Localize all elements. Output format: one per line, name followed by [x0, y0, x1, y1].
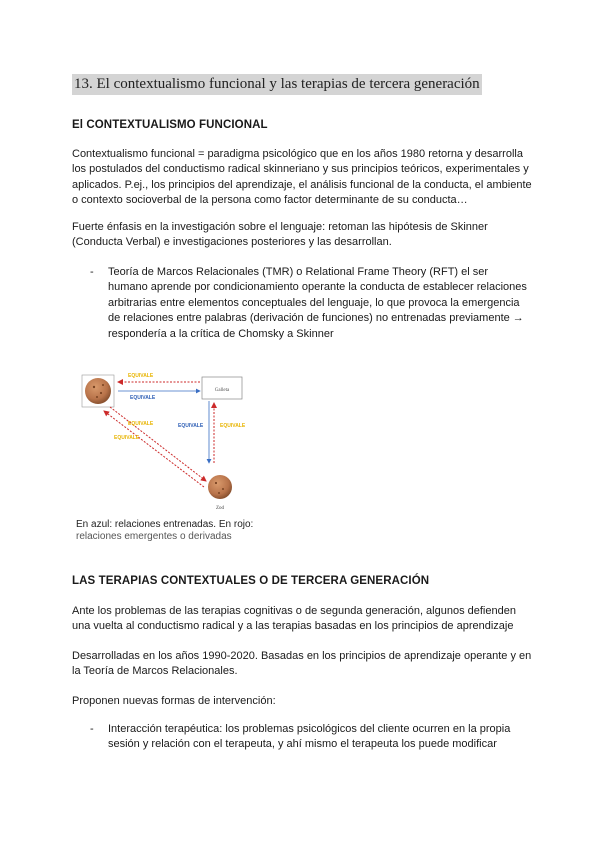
equivale-label-5: EQUIVALE: [128, 421, 154, 427]
bullet-text: Teoría de Marcos Relacionales (TMR) o Relational Frame Theory (RFT) el ser humano aprende por condicionamiento operante la conducta de establecer relaciones arbitrarias entre elementos conceptuales del lenguaje, lo que provoca la emergencia de relaciones entre palabras (derivación de funciones) no entrenadas previamente → respondería a la crítica de Chomsky a Skinner: [108, 266, 527, 340]
lower-word-text: Zod: [215, 506, 225, 511]
equivale-label-2: EQUIVALE: [130, 395, 156, 401]
section1-heading: El CONTEXTUALISMO FUNCIONAL: [72, 119, 268, 131]
equivale-label-6: EQUIVALE: [114, 435, 140, 441]
bullet-dash-2: -: [90, 723, 94, 735]
word-box-text: Galleta: [214, 388, 230, 393]
section2-bullet-1: [90, 722, 530, 753]
page-title: 13. El contextualismo funcional y las terapias de tercera generación: [72, 74, 482, 95]
caption-line-1: En azul: relaciones entrenadas. En rojo:: [76, 519, 254, 530]
caption-line-2: relaciones emergentes o derivadas: [76, 531, 232, 542]
equivale-label-4: EQUIVALE: [220, 423, 246, 429]
diagram-caption: [76, 519, 276, 543]
section1-paragraph-1: Contextualismo funcional = paradigma psicológico que en los años 1980 retorna y desarrolla los postulados del conductismo radical skinneriano y sus principios teóricos, experimentales y aplicados. P.ej., los principios del aprendizaje, el análisis funcional de la conducta, el ambiente o contexto socioverbal de la persona como factor determinante de su conducta…: [72, 148, 532, 207]
section2-paragraph-1: Ante los problemas de las terapias cognitivas o de segunda generación, algunos defienden una vuelta al conductismo radical y a las terapias basadas en los principios de aprendizaje: [72, 605, 516, 633]
section2-paragraph-2: Desarrolladas en los años 1990-2020. Basadas en los principios de aprendizaje operante y en la Teoría de Marcos Relacionales.: [72, 650, 532, 678]
section2-paragraph-3: Proponen nuevas formas de intervención:: [72, 695, 276, 707]
section1-bullet-1: [90, 265, 530, 342]
section1-paragraph-2: Fuerte énfasis en la investigación sobre el lenguaje: retoman las hipótesis de Skinner (Conducta Verbal) e investigaciones posteriores y las desarrollan.: [72, 221, 488, 249]
cookie-lower-icon: [208, 475, 232, 499]
page-title-wrap: [72, 74, 482, 95]
equivale-label-3: EQUIVALE: [178, 423, 204, 429]
equivale-label-1: EQUIVALE: [128, 373, 154, 379]
bullet-dash: -: [90, 266, 94, 278]
bullet-text-2: Interacción terapéutica: los problemas psicológicos del cliente ocurren en la propia sesión y relación con el terapeuta, y ahí mismo el terapeuta los puede modificar: [108, 723, 511, 751]
cookie-icon: [85, 378, 111, 404]
section2-heading: LAS TERAPIAS CONTEXTUALES O DE TERCERA GENERACIÓN: [72, 575, 430, 587]
